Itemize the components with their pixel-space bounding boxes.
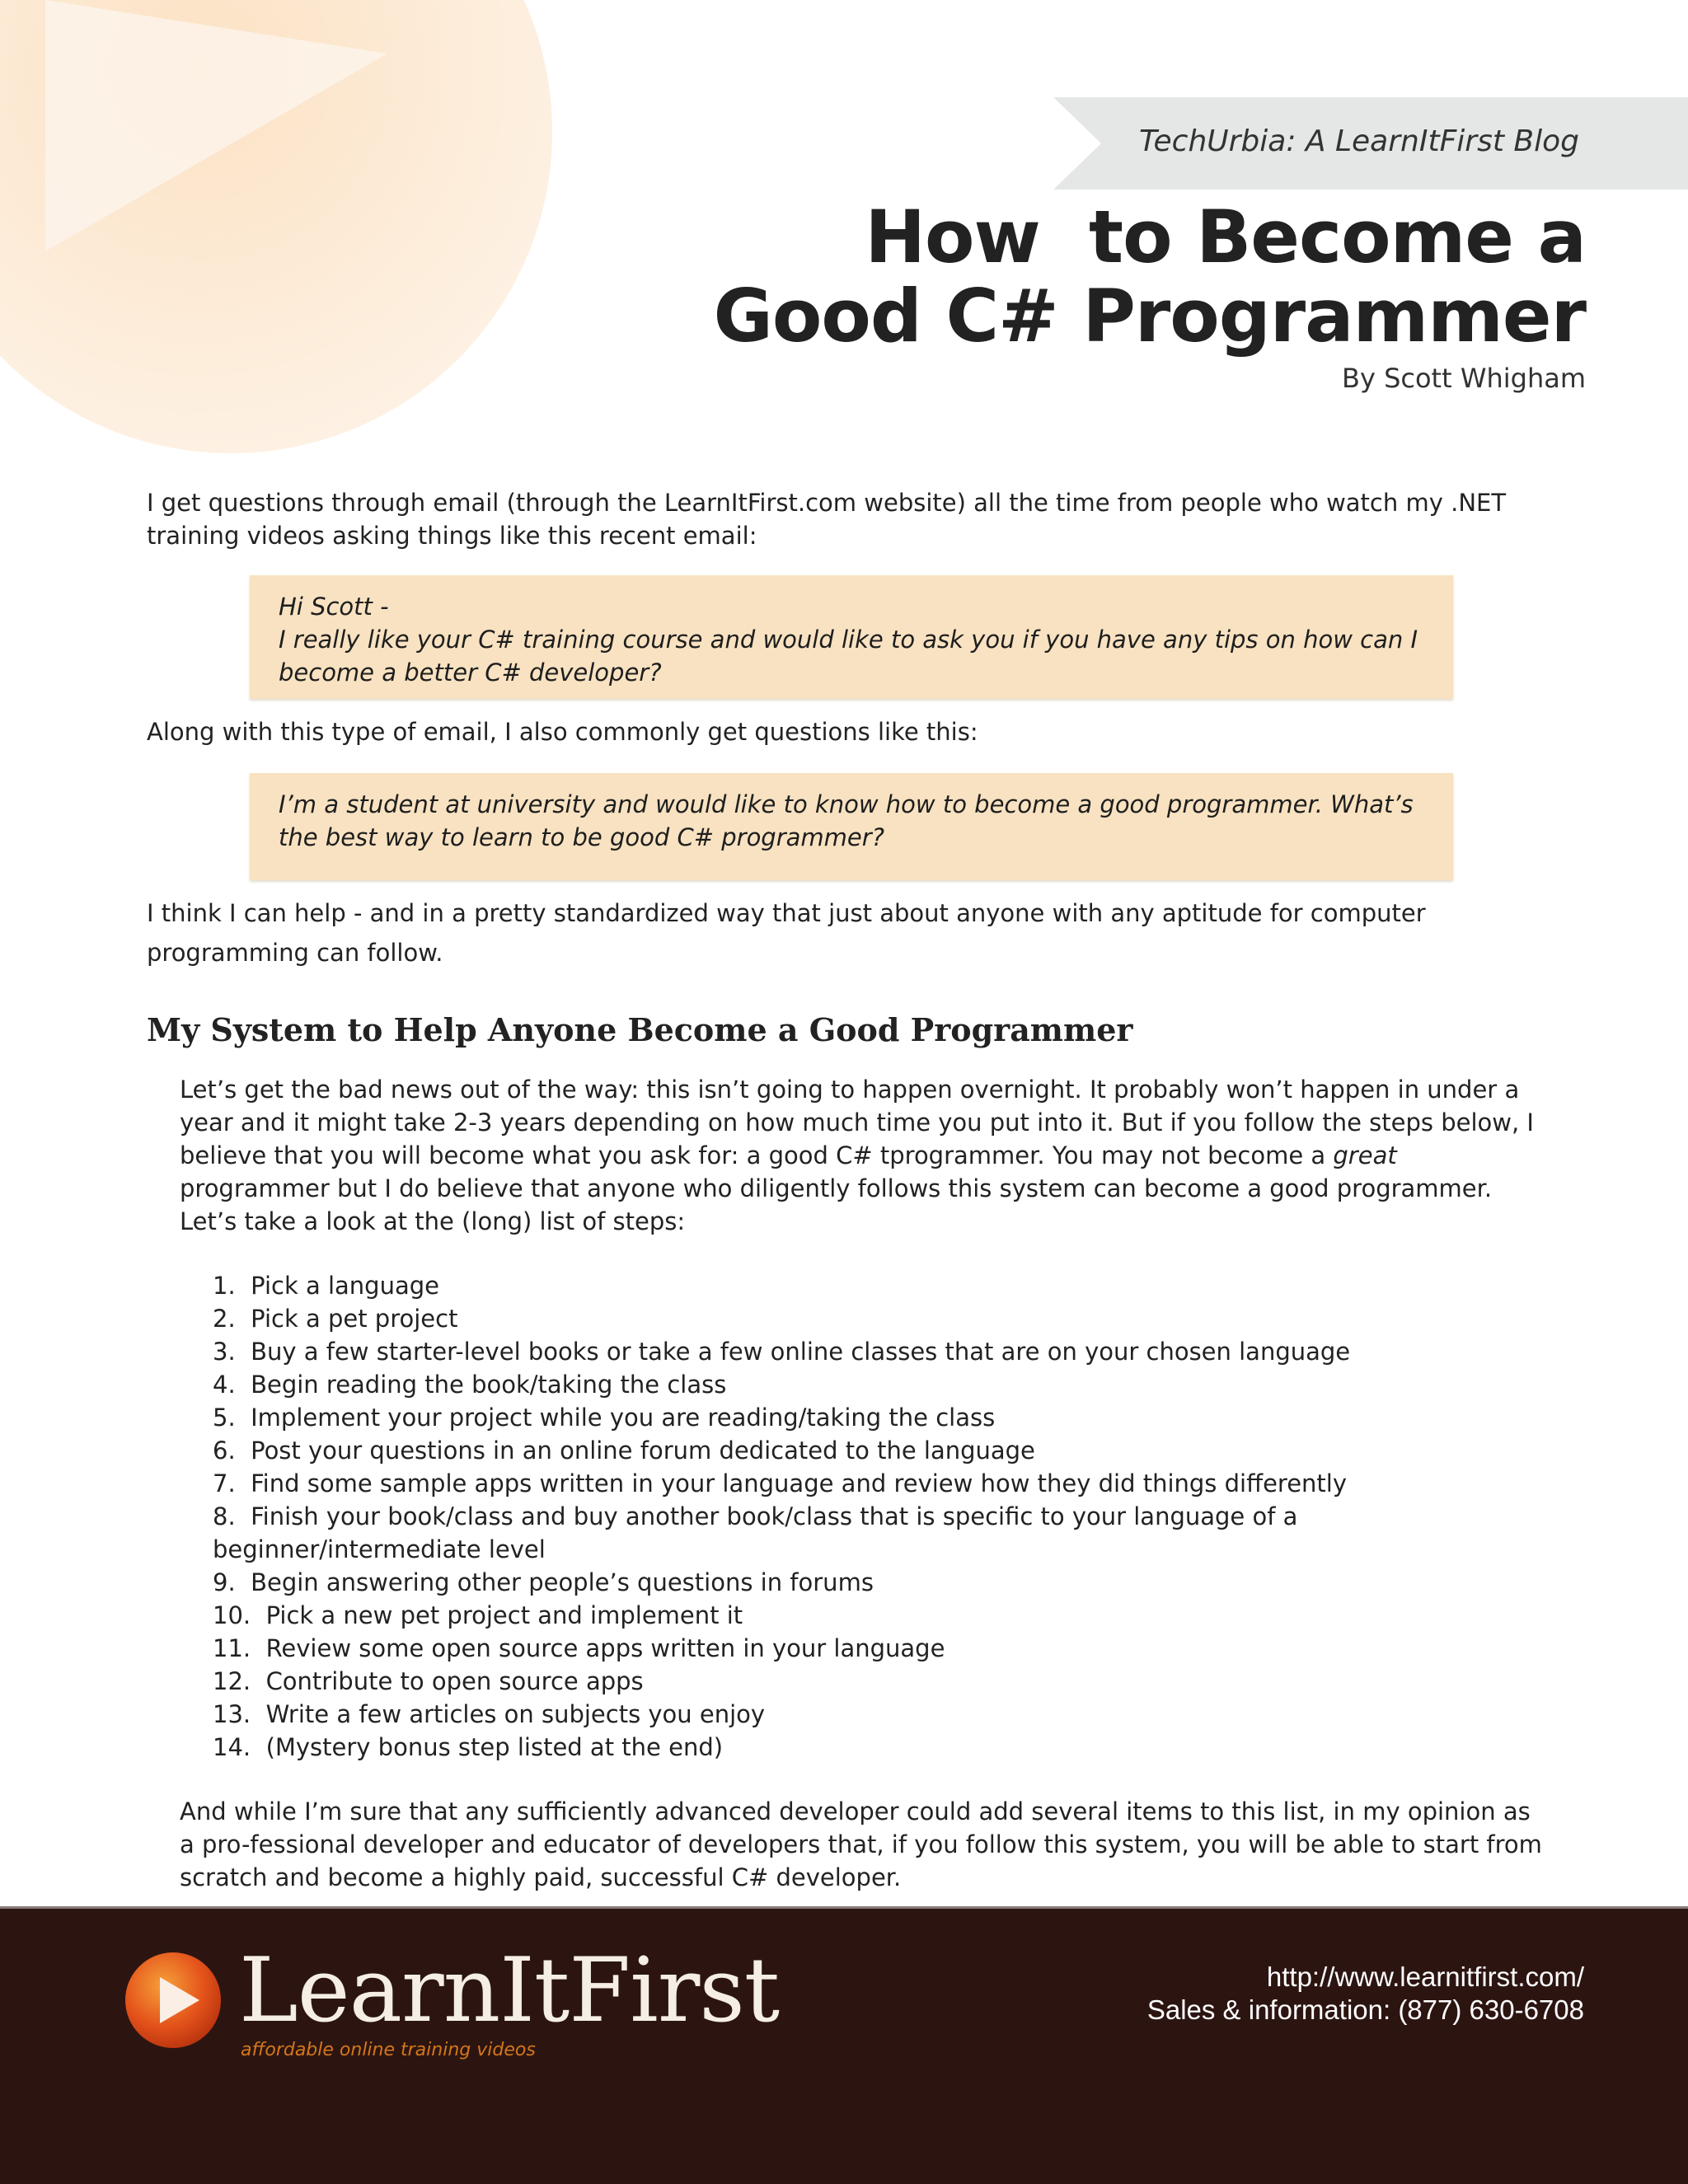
step-item — [213, 1368, 1548, 1401]
intro-paragraph-3: I think I can help - and in a pretty standardized way that just about anyone with any aptitude for computer programming can follow. — [147, 899, 1426, 967]
logo-tagline: affordable online training videos — [241, 2040, 536, 2060]
article-title-line-2: Good C# Programmer — [713, 274, 1586, 359]
step-item — [213, 1467, 1548, 1500]
article-title-line-1: How to Become a — [865, 194, 1586, 279]
step-number: 1. — [213, 1272, 236, 1300]
section-paragraph-text-end: programmer but I do believe that anyone who diligently follows this system can become a good programmer. Let’s take a look at the (long) list of steps: — [180, 1174, 1493, 1235]
step-text: Pick a language — [251, 1272, 439, 1300]
section-paragraph-emphasis: great — [1333, 1141, 1397, 1169]
step-item — [213, 1698, 1548, 1731]
watermark-play-logo-icon — [0, 0, 577, 462]
step-text: Begin reading the book/taking the class — [251, 1371, 727, 1399]
step-number: 8. — [213, 1502, 236, 1530]
step-number: 12. — [213, 1667, 251, 1695]
step-text: Begin answering other people’s questions in forums — [251, 1568, 874, 1596]
student-quote — [250, 773, 1453, 880]
footer-divider — [0, 1906, 1688, 1909]
step-item — [213, 1335, 1548, 1368]
step-text: Contribute to open source apps — [265, 1667, 644, 1695]
step-number: 5. — [213, 1404, 236, 1432]
step-item — [213, 1632, 1548, 1665]
step-text: Review some open source apps written in your language — [265, 1634, 945, 1662]
byline: By Scott Whigham — [1342, 363, 1586, 394]
step-text: Finish your book/class and buy another book/class that is specific to your language of a beginner/intermediate level — [213, 1502, 1298, 1563]
step-text: Write a few articles on subjects you enjoy — [265, 1700, 766, 1728]
step-number: 3. — [213, 1338, 236, 1366]
quote-text: I really like your C# training course and would like to ask you if you have any tips on how can I become a better C# developer? — [279, 626, 1418, 687]
play-icon — [122, 1949, 224, 2051]
quote-greeting: Hi Scott - — [279, 593, 389, 621]
step-number: 7. — [213, 1469, 236, 1497]
step-number: 11. — [213, 1634, 251, 1662]
blog-name: TechUrbia: A LearnItFirst Blog — [1138, 124, 1579, 158]
logo-wordmark: LearnItFirst — [239, 1939, 780, 2042]
step-number: 9. — [213, 1568, 236, 1596]
step-text: Post your questions in an online forum dedicated to the language — [251, 1436, 1035, 1465]
step-text: Pick a pet project — [251, 1305, 458, 1333]
step-item — [213, 1566, 1548, 1599]
step-number: 2. — [213, 1305, 236, 1333]
article-header — [713, 194, 1586, 394]
intro-paragraph-2: Along with this type of email, I also commonly get questions like this: — [147, 718, 978, 746]
step-text: Find some sample apps written in your language and review how they did things differently — [251, 1469, 1348, 1497]
quote-text: I’m a student at university and would like to know how to become a good programmer. What’s the best way to learn to be good C# programmer? — [279, 790, 1414, 851]
step-item — [213, 1665, 1548, 1698]
steps-list — [213, 1269, 1548, 1764]
step-number: 4. — [213, 1371, 236, 1399]
footer-sales-info: Sales & information: (877) 630-6708 — [1146, 1994, 1584, 2025]
step-item — [213, 1731, 1548, 1764]
step-item — [213, 1599, 1548, 1632]
email-quote — [250, 575, 1453, 699]
step-number: 13. — [213, 1700, 251, 1728]
section-body — [180, 1073, 1548, 1894]
article-body — [147, 486, 1548, 1894]
step-item — [213, 1269, 1548, 1302]
step-item — [213, 1401, 1548, 1434]
step-text: (Mystery bonus step listed at the end) — [265, 1733, 724, 1761]
step-number: 14. — [213, 1733, 251, 1761]
closing-paragraph: And while I’m sure that any sufficiently advanced developer could add several items to this list, in my opinion as a pro-fessional developer and educator of developers that, if you follow this system, you will be able to start from scratch and become a highly paid, successful C# developer. — [180, 1797, 1542, 1891]
step-number: 10. — [213, 1601, 251, 1629]
step-item — [213, 1302, 1548, 1335]
step-text: Buy a few starter-level books or take a few online classes that are on your chosen language — [251, 1338, 1351, 1366]
step-text: Pick a new pet project and implement it — [265, 1601, 743, 1629]
section-paragraph — [180, 1073, 1548, 1238]
footer — [0, 1906, 1688, 2184]
step-text: Implement your project while you are reading/taking the class — [251, 1404, 996, 1432]
section-heading: My System to Help Anyone Become a Good Programmer — [147, 1011, 1133, 1048]
step-item — [213, 1434, 1548, 1467]
footer-url-link[interactable]: http://www.learnitfirst.com/ — [1266, 1961, 1584, 1992]
section-paragraph-text: Let’s get the bad news out of the way: this isn’t going to happen overnight. It probably won’t happen in under a year and it might take 2-3 years depending on how much time you put into it. But if you follow the steps below, I believe that you will become what you ask for: a good C# tprogrammer. You may not become a — [180, 1076, 1534, 1169]
intro-paragraph: I get questions through email (through the LearnItFirst.com website) all the time from people who watch my .NET training videos asking things like this recent email: — [147, 489, 1507, 550]
footer-contact — [1147, 1961, 1584, 2027]
step-item — [213, 1500, 1548, 1566]
step-number: 6. — [213, 1436, 236, 1465]
